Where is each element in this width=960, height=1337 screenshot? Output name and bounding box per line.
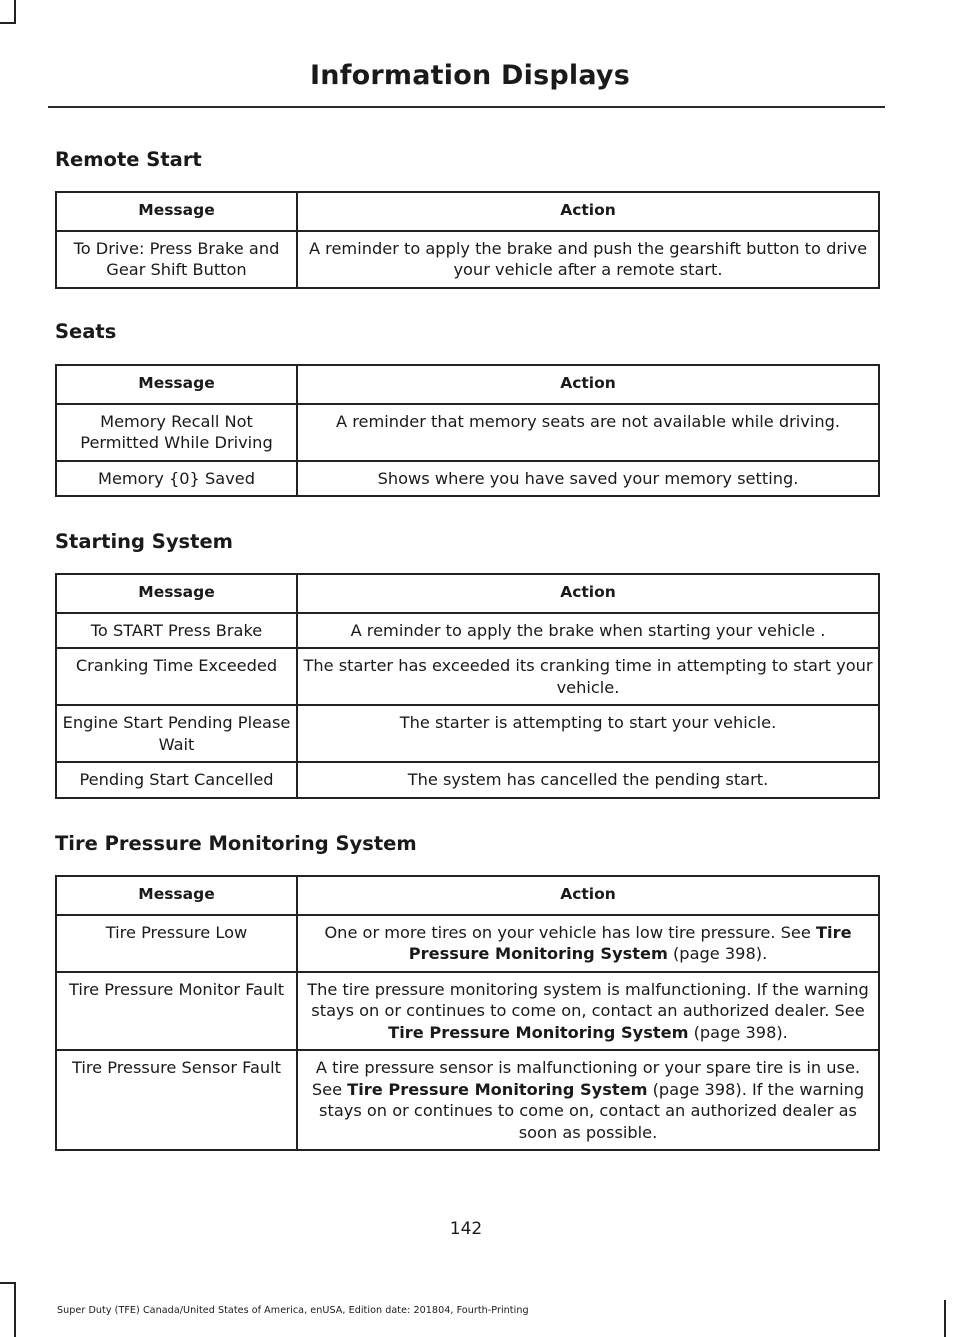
action-cell: A reminder to apply the brake and push the gearshift button to drive your vehicle after a remote start. (297, 231, 879, 288)
action-text: The tire pressure monitoring system is malfunctioning. If the warning stays on or continues to come on, contact an authorized dealer. See (307, 979, 869, 1020)
message-cell: Tire Pressure Monitor Fault (56, 972, 297, 1051)
crop-mark-bottom-left-horizontal (0, 1282, 16, 1284)
column-header-message: Message (56, 574, 297, 613)
header-rule (48, 106, 885, 108)
document-footer: Super Duty (TFE) Canada/United States of America, enUSA, Edition date: 201804, Fourth-Printing (57, 1305, 529, 1316)
cross-reference-link[interactable]: Tire Pressure Monitoring System (388, 1022, 689, 1042)
message-cell: To START Press Brake (56, 613, 297, 649)
crop-mark-bottom-left-vertical (14, 1282, 16, 1337)
remote-start-table (55, 191, 880, 289)
section-title-tire-pressure: Tire Pressure Monitoring System (55, 832, 417, 855)
column-header-message: Message (56, 365, 297, 404)
action-cell: The system has cancelled the pending start. (297, 762, 879, 798)
action-text: One or more tires on your vehicle has low tire pressure. See (324, 922, 816, 942)
crop-mark-bottom-right-vertical (944, 1300, 946, 1337)
action-cell (297, 1050, 879, 1150)
action-text-continued: (page 398). If the warning stays on or continues to come on, contact an authorized dealer as soon as possible. (319, 1079, 865, 1142)
column-header-message: Message (56, 876, 297, 915)
message-cell: Memory {0} Saved (56, 461, 297, 497)
table-row (56, 613, 879, 649)
table-row (56, 762, 879, 798)
cross-reference-link[interactable]: Tire Pressure Monitoring System (408, 922, 852, 963)
column-header-action: Action (297, 574, 879, 613)
action-cell: Shows where you have saved your memory setting. (297, 461, 879, 497)
column-header-message: Message (56, 192, 297, 231)
table-row (56, 461, 879, 497)
seats-table (55, 364, 880, 497)
action-cell (297, 915, 879, 972)
table-row (56, 915, 879, 972)
page-number: 142 (449, 1219, 483, 1239)
table-header-row (56, 192, 879, 231)
table-row (56, 972, 879, 1051)
table-row (56, 648, 879, 705)
section-title-starting-system: Starting System (55, 530, 234, 553)
table-header-row (56, 574, 879, 613)
message-cell: Pending Start Cancelled (56, 762, 297, 798)
section-title-remote-start: Remote Start (55, 148, 202, 171)
cross-reference-link[interactable]: Tire Pressure Monitoring System (347, 1079, 648, 1099)
section-title-seats: Seats (55, 320, 117, 343)
table-header-row (56, 876, 879, 915)
action-cell: The starter is attempting to start your vehicle. (297, 705, 879, 762)
message-cell: Engine Start Pending Please Wait (56, 705, 297, 762)
page-reference: (page 398). (667, 944, 768, 963)
message-cell: Tire Pressure Sensor Fault (56, 1050, 297, 1150)
message-cell: Memory Recall Not Permitted While Driving (56, 404, 297, 461)
column-header-action: Action (297, 365, 879, 404)
table-row (56, 231, 879, 288)
column-header-action: Action (297, 876, 879, 915)
table-row (56, 705, 879, 762)
tire-pressure-table (55, 875, 880, 1151)
action-cell (297, 972, 879, 1051)
starting-system-table (55, 573, 880, 799)
message-cell: Tire Pressure Low (56, 915, 297, 972)
table-header-row (56, 365, 879, 404)
action-cell: The starter has exceeded its cranking time in attempting to start your vehicle. (297, 648, 879, 705)
action-cell: A reminder to apply the brake when starting your vehicle . (297, 613, 879, 649)
table-row (56, 1050, 879, 1150)
page-header-title: Information Displays (310, 60, 630, 91)
action-cell: A reminder that memory seats are not available while driving. (297, 404, 879, 461)
crop-mark-top-left-horizontal (0, 22, 16, 24)
message-cell: To Drive: Press Brake and Gear Shift Button (56, 231, 297, 288)
message-cell: Cranking Time Exceeded (56, 648, 297, 705)
crop-mark-top-left-vertical (14, 0, 16, 22)
action-text: A tire pressure sensor is malfunctioning or your spare tire is in use. See (311, 1058, 861, 1099)
column-header-action: Action (297, 192, 879, 231)
page-reference: (page 398). (688, 1022, 788, 1042)
table-row (56, 404, 879, 461)
